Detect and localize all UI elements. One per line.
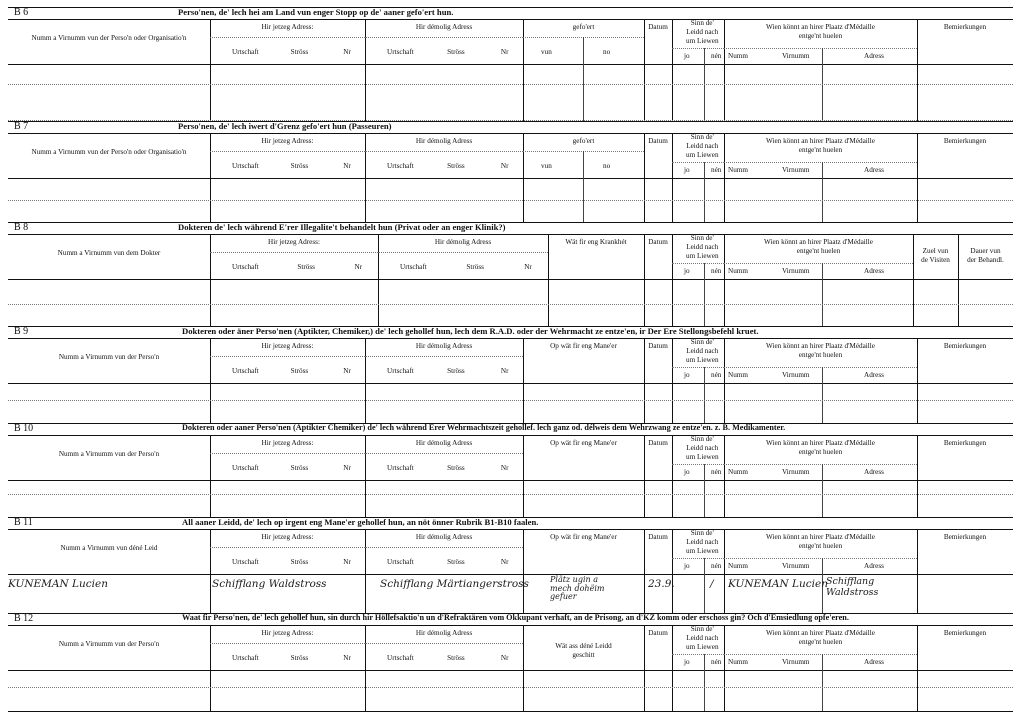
column-rule (548, 235, 549, 326)
subheader-street-then: Ströss (447, 48, 465, 56)
subheader-medal-name: Numm (728, 267, 748, 275)
column-rule (523, 626, 524, 711)
column-header-alive: Sinn de' Leidd nach um Liewen (686, 234, 719, 260)
column-header-transported: gefo'ert (572, 137, 595, 145)
section-table (8, 626, 1013, 712)
column-header-remarks: Bemierkungen (943, 23, 987, 31)
column-header-remarks: Bemierkungen (943, 439, 987, 447)
subheader-from: vun (541, 48, 552, 56)
subheader-street-now: Ströss (290, 654, 309, 662)
column-rule (210, 20, 211, 121)
column-header-name: Numm a Virnumm vun der Perso'n oder Organisatio'n (31, 34, 187, 42)
section-title: Perso'nen, de' lech hei am Land vun enger Stopp op de' aaner gefo'ert hun. (178, 7, 454, 17)
section-b10 (8, 423, 1013, 517)
dotted-rule (724, 464, 917, 465)
subheader-nr-now: Nr (343, 367, 351, 375)
entry-address-now: Schifflang Waldstross (212, 578, 327, 590)
subheader-from: vun (541, 162, 552, 170)
column-rule (704, 162, 705, 222)
subheader-street-then: Ströss (447, 464, 465, 472)
section-b7 (8, 121, 1013, 222)
column-header-address-now: Hir jetzeg Adress: (268, 238, 320, 246)
dotted-rule (365, 356, 523, 357)
subheader-medal-firstname: Virnumm (782, 468, 810, 476)
section-table (8, 134, 1013, 223)
column-header-datum: Datum (648, 23, 668, 31)
subheader-nr-then: Nr (524, 263, 532, 271)
column-header-datum: Datum (648, 238, 668, 246)
column-rule (523, 530, 524, 613)
column-rule (210, 530, 211, 613)
column-header-address-now: Hir jetzeg Adress: (261, 23, 314, 31)
section-title: All aaner Leidd, de' lech op irgent eng Mane'er gehollef hun, an nöt önner Rubrik B1-B10 faalen. (182, 517, 539, 527)
column-header-address-then: Hir démolig Adress (415, 533, 473, 541)
subheader-town-now: Urtschaft (232, 162, 259, 170)
dotted-rule (8, 687, 1013, 688)
row-rule (8, 178, 1013, 179)
column-header-datum: Datum (648, 137, 668, 145)
subheader-town-now: Urtschaft (232, 263, 259, 271)
subheader-medal-name: Numm (728, 658, 748, 666)
subheader-medal-address: Adress (864, 166, 884, 174)
subheader-medal-address: Adress (864, 658, 884, 666)
column-header-medal: Wien könnt an hirer Plaatz d'Médaille entge'nt huelen (766, 439, 875, 456)
subheader-medal-address: Adress (864, 371, 884, 379)
subheader-medal-name: Numm (728, 371, 748, 379)
subheader-nr-then: Nr (500, 654, 509, 662)
column-header-name: Numm a Virnumm vun dem Dokter (57, 249, 161, 257)
dotted-rule (8, 200, 1013, 201)
section-table (8, 235, 1013, 327)
column-header-address-now: Hir jetzeg Adress: (261, 439, 314, 447)
entry-name: KUNEMAN Lucien (8, 578, 108, 590)
dotted-rule (210, 453, 365, 454)
column-header-detail: Wät ass déné Leidd geschitt (555, 642, 612, 659)
column-rule (917, 626, 918, 711)
section-title: Perso'nen, de' lech iwert d'Grenz gefo'ert hun (Passeuren) (178, 121, 392, 131)
entry-datum: 23.9. (648, 578, 675, 590)
dotted-rule (672, 558, 724, 559)
subheader-yes: jo (684, 267, 690, 275)
dotted-rule (210, 151, 365, 152)
subheader-nr-then: Nr (500, 464, 509, 472)
section-table (8, 530, 1013, 614)
section-code: B 12 (14, 613, 34, 624)
column-header-medal: Wien könnt an hirer Plaatz d'Médaille entge'nt huelen (766, 23, 875, 40)
subheader-yes: jo (684, 562, 690, 570)
column-rule (644, 530, 645, 613)
column-header-alive: Sinn de' Leidd nach um Liewen (686, 19, 719, 45)
section-table (8, 20, 1013, 122)
entry-medal-name: KUNEMAN Lucien (728, 578, 828, 590)
subheader-medal-address: Adress (864, 562, 884, 570)
subheader-medal-firstname: Virnumm (782, 267, 810, 275)
column-header-medal: Wien könnt an hirer Plaatz d'Médaille entge'nt huelen (766, 629, 875, 646)
subheader-to: no (603, 162, 611, 170)
row-rule (8, 279, 1013, 280)
subheader-town-then: Urtschaft (387, 48, 414, 56)
dotted-rule (365, 37, 523, 38)
subheader-nr-then: Nr (500, 367, 509, 375)
subheader-medal-name: Numm (728, 52, 748, 60)
column-header-address-then: Hir démolig Adress (415, 439, 473, 447)
subheader-street-then: Ströss (466, 263, 484, 271)
column-rule (672, 530, 673, 613)
column-rule (378, 235, 379, 326)
dotted-rule (210, 643, 365, 644)
subheader-medal-firstname: Virnumm (782, 52, 810, 60)
subheader-nr-then: Nr (500, 162, 509, 170)
column-rule (210, 235, 211, 326)
section-header-bar (8, 613, 1013, 626)
column-header-detail: Op wät fir eng Mane'er (550, 533, 617, 541)
column-header-medal: Wien könnt an hirer Plaatz d'Médaille entge'nt huelen (766, 137, 875, 154)
column-header-name: Numm a Virnumm vun der Perso'n oder Organisatio'n (31, 148, 187, 156)
column-header-name: Numm a Virnumm vun déné Leid (60, 544, 158, 552)
subheader-street-now: Ströss (290, 558, 309, 566)
section-header-bar (8, 326, 1013, 339)
column-header-name: Numm a Virnumm vun der Perso'n (58, 450, 160, 458)
entry-medal-address: Schifflang Waldstross (826, 576, 879, 598)
subheader-nr-now: Nr (343, 48, 351, 56)
column-header-address-then: Hir démolig Adress (415, 342, 473, 350)
dotted-rule (672, 367, 724, 368)
column-header-address-now: Hir jetzeg Adress: (261, 629, 314, 637)
subheader-medal-name: Numm (728, 562, 748, 570)
dotted-rule (365, 453, 523, 454)
subheader-medal-name: Numm (728, 468, 748, 476)
column-rule (672, 235, 673, 326)
subheader-yes: jo (684, 371, 690, 379)
column-rule (822, 162, 823, 222)
dotted-rule (672, 464, 724, 465)
subheader-town-then: Urtschaft (387, 558, 414, 566)
column-rule (822, 367, 823, 423)
column-rule (917, 436, 918, 517)
subheader-medal-firstname: Virnumm (782, 166, 810, 174)
section-table (8, 339, 1013, 424)
column-rule (365, 626, 366, 711)
subheader-medal-address: Adress (864, 468, 884, 476)
subheader-street-then: Ströss (447, 654, 465, 662)
row-rule (8, 670, 1013, 671)
subheader-nr-then: Nr (500, 48, 509, 56)
dotted-rule (724, 654, 917, 655)
section-header-bar (8, 121, 1013, 134)
column-rule (822, 464, 823, 517)
dotted-rule (672, 48, 724, 49)
column-header-alive: Sinn de' Leidd nach um Liewen (686, 133, 719, 159)
subheader-nr-now: Nr (343, 558, 351, 566)
dotted-rule (672, 654, 724, 655)
subheader-town-then: Urtschaft (400, 263, 427, 271)
column-rule (583, 37, 584, 121)
column-header-medal: Wien könnt an hirer Plaatz d'Médaille entge'nt huelen (766, 342, 875, 359)
section-header-bar (8, 517, 1013, 530)
subheader-yes: jo (684, 468, 690, 476)
subheader-street-then: Ströss (447, 367, 465, 375)
subheader-town-now: Urtschaft (232, 464, 259, 472)
row-rule (8, 574, 1013, 575)
subheader-town-then: Urtschaft (387, 654, 414, 662)
subheader-town-then: Urtschaft (387, 464, 414, 472)
column-rule (644, 20, 645, 121)
column-header-address-then: Hir démolig Adress (415, 629, 473, 637)
column-rule (644, 626, 645, 711)
column-header-remarks: Bemierkungen (943, 629, 987, 637)
dotted-rule (724, 367, 917, 368)
dotted-rule (378, 252, 548, 253)
column-header-medal: Wien könnt an hirer Plaatz d'Médaille entge'nt huelen (764, 238, 873, 255)
section-title: Dokteren oder aaner Perso'nen (Aptikter Chemiker) de' lech während Erer Wehrmachtszeit gehollef. lech ganz od. délweis dem Wehrzwang ze entze'en. z. B. Medikamenter. (182, 423, 786, 432)
column-header-alive: Sinn de' Leidd nach um Liewen (686, 529, 719, 555)
entry-alive: / (710, 578, 714, 590)
column-header-transported: gefo'ert (572, 23, 595, 31)
dotted-rule (365, 151, 523, 152)
column-rule (210, 339, 211, 423)
column-rule (822, 263, 823, 326)
column-header-visits: Zuel vun de Visiten (921, 247, 950, 264)
column-header-name: Numm a Virnumm vun der Perso'n (58, 640, 160, 648)
subheader-no: nén (711, 267, 722, 275)
section-title: Dokteren de' lech während E'rer Illegalite't behandelt hun (Privat oder an enger Klinik?) (178, 222, 506, 232)
column-header-alive: Sinn de' Leidd nach um Liewen (686, 338, 719, 364)
section-code: B 11 (14, 517, 33, 528)
dotted-rule (724, 263, 913, 264)
dotted-rule (672, 263, 724, 264)
dotted-rule (210, 37, 365, 38)
dotted-rule (672, 162, 724, 163)
dotted-rule (8, 84, 1013, 85)
dotted-rule (8, 494, 1013, 495)
column-rule (644, 339, 645, 423)
column-header-address-now: Hir jetzeg Adress: (261, 342, 314, 350)
column-rule (365, 436, 366, 517)
subheader-no: nén (711, 166, 722, 174)
section-b11 (8, 517, 1013, 613)
dotted-rule (8, 400, 1013, 401)
dotted-rule (724, 48, 917, 49)
column-rule (822, 654, 823, 711)
subheader-nr-now: Nr (343, 464, 351, 472)
dotted-rule (724, 162, 917, 163)
column-rule (704, 558, 705, 613)
section-b6 (8, 7, 1013, 121)
column-header-detail: Wät fir eng Krankhét (565, 238, 627, 246)
column-rule (644, 235, 645, 326)
column-rule (704, 654, 705, 711)
subheader-town-then: Urtschaft (387, 162, 414, 170)
dotted-rule (724, 558, 917, 559)
subheader-street-now: Ströss (290, 48, 309, 56)
column-rule (672, 436, 673, 517)
subheader-street-then: Ströss (447, 558, 465, 566)
column-rule (365, 20, 366, 121)
subheader-street-now: Ströss (290, 464, 309, 472)
dotted-rule (210, 252, 378, 253)
column-header-address-then: Hir démolig Adress (434, 238, 492, 246)
dotted-rule (210, 356, 365, 357)
row-rule (8, 383, 1013, 384)
column-header-datum: Datum (648, 629, 668, 637)
row-rule (8, 64, 1013, 65)
subheader-nr-now: Nr (343, 162, 351, 170)
subheader-street-now: Ströss (290, 162, 309, 170)
column-header-address-then: Hir démolig Adress (415, 23, 473, 31)
column-header-address-now: Hir jetzeg Adress: (261, 137, 314, 145)
column-header-remarks: Bemierkungen (943, 533, 987, 541)
section-title: Dokteren oder äner Perso'nen (Aptikter, Chemiker,) de' lech gehollef hun, lech dem R.A.D. oder der Wehrmacht ze entze'en, ir Der Ere Stellongsbefehl kruet. (182, 326, 759, 336)
subheader-no: nén (711, 658, 722, 666)
column-header-name: Numm a Virnumm vun der Perso'n (58, 353, 160, 361)
column-header-datum: Datum (648, 439, 668, 447)
section-code: B 7 (14, 121, 29, 132)
subheader-medal-firstname: Virnumm (782, 371, 810, 379)
subheader-to: no (603, 48, 611, 56)
subheader-no: nén (711, 371, 722, 379)
dotted-rule (365, 547, 523, 548)
column-rule (672, 339, 673, 423)
column-rule (583, 151, 584, 222)
subheader-street-then: Ströss (447, 162, 465, 170)
column-header-address-now: Hir jetzeg Adress: (261, 533, 314, 541)
subheader-nr-then: Nr (500, 558, 509, 566)
subheader-yes: jo (684, 658, 690, 666)
section-title: Waat fir Perso'nen, de' lech gehollef hun, sin durch hir Höllefsaktio'n un d'Refraktären vom Okkupant verhaft, an de Prisong, an d'KZ komm oder erschoss gin? Och d'Emsiedlung opfe'eren. (182, 613, 849, 622)
subheader-town-then: Urtschaft (387, 367, 414, 375)
subheader-yes: jo (684, 52, 690, 60)
column-rule (672, 626, 673, 711)
row-rule (8, 480, 1013, 481)
column-header-duration: Dauer vun der Behandl. (967, 247, 1004, 264)
column-header-address-then: Hir démolig Adress (415, 137, 473, 145)
column-header-medal: Wien könnt an hirer Plaatz d'Médaille entge'nt huelen (766, 533, 875, 550)
section-b12 (8, 613, 1013, 711)
subheader-no: nén (711, 468, 722, 476)
section-code: B 8 (14, 222, 29, 233)
column-rule (704, 367, 705, 423)
column-rule (210, 436, 211, 517)
column-header-remarks: Bemierkungen (943, 342, 987, 350)
column-header-remarks: Bemierkungen (943, 137, 987, 145)
subheader-no: nén (711, 52, 722, 60)
column-rule (917, 530, 918, 613)
subheader-town-now: Urtschaft (232, 48, 259, 56)
column-rule (210, 626, 211, 711)
subheader-medal-address: Adress (864, 52, 884, 60)
column-rule (523, 339, 524, 423)
column-rule (523, 20, 524, 121)
column-header-detail: Op wät fir eng Mane'er (550, 439, 617, 447)
column-rule (917, 339, 918, 423)
subheader-town-now: Urtschaft (232, 654, 259, 662)
subheader-street-now: Ströss (290, 367, 309, 375)
section-header-bar (8, 423, 1013, 436)
entry-manner: Plätz ugin a mech dohëim gefuer (550, 575, 605, 601)
subheader-medal-firstname: Virnumm (782, 562, 810, 570)
section-code: B 6 (14, 7, 29, 18)
column-rule (704, 464, 705, 517)
section-header-bar (8, 7, 1013, 20)
column-rule (917, 20, 918, 121)
dotted-rule (365, 643, 523, 644)
column-rule (523, 436, 524, 517)
entry-address-then: Schifflang Märtiangerstross (380, 578, 529, 590)
section-table (8, 436, 1013, 518)
section-header-bar (8, 222, 1013, 235)
subheader-nr-now: Nr (354, 263, 363, 271)
subheader-town-now: Urtschaft (232, 558, 259, 566)
column-header-alive: Sinn de' Leidd nach um Liewen (686, 435, 719, 461)
subheader-town-now: Urtschaft (232, 367, 259, 375)
column-header-datum: Datum (648, 342, 668, 350)
subheader-medal-firstname: Virnumm (782, 658, 810, 666)
subheader-medal-address: Adress (864, 267, 884, 275)
subheader-yes: jo (684, 166, 690, 174)
dotted-rule (210, 547, 365, 548)
column-header-detail: Op wät fir eng Mane'er (550, 342, 617, 350)
subheader-no: nén (711, 562, 722, 570)
dotted-rule (8, 304, 1013, 305)
section-b9 (8, 326, 1013, 423)
column-rule (365, 339, 366, 423)
column-rule (365, 530, 366, 613)
subheader-medal-name: Numm (728, 166, 748, 174)
column-rule (704, 263, 705, 326)
column-rule (672, 20, 673, 121)
subheader-nr-now: Nr (343, 654, 351, 662)
column-header-datum: Datum (648, 533, 668, 541)
section-b8 (8, 222, 1013, 326)
column-header-alive: Sinn de' Leidd nach um Liewen (686, 625, 719, 651)
section-code: B 9 (14, 326, 29, 337)
subheader-street-now: Ströss (297, 263, 315, 271)
section-code: B 10 (14, 423, 34, 434)
column-rule (644, 436, 645, 517)
